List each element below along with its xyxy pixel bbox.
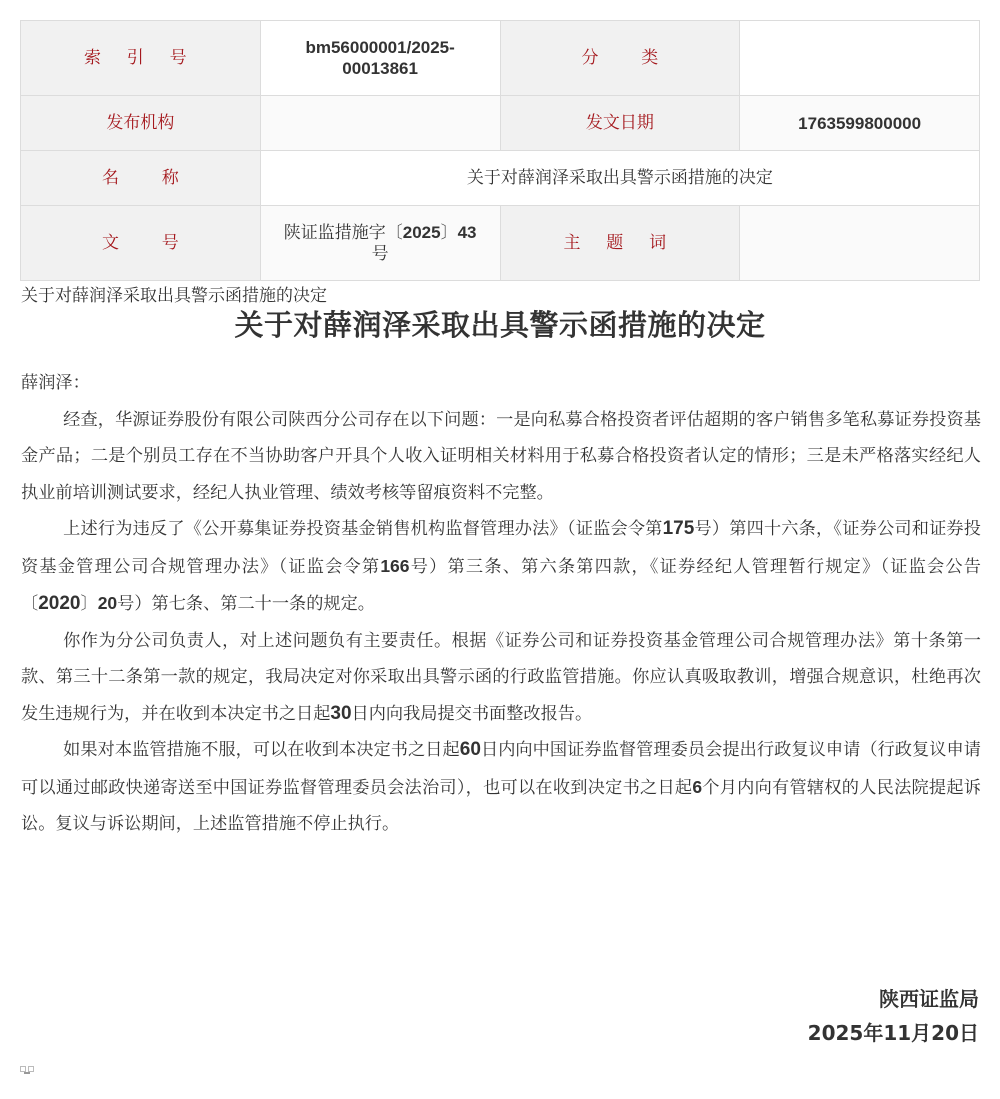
number-span: 2020	[38, 593, 81, 614]
text-span: 〕	[80, 594, 98, 614]
signature-block	[808, 983, 979, 1051]
text-span: 上述行为违反了《公开募集证券投资基金销售机构监督管理办法》（证监会令第	[63, 519, 663, 539]
meta-row	[21, 96, 980, 151]
text-span: 号）第四十六条，《证券公司和证券投资基金管理公司合规管理办法》（证监会令第	[21, 519, 981, 577]
publisher-value	[260, 96, 500, 151]
number-span: 175	[662, 518, 695, 539]
text-span: 日内向我局提交书面整改报告。	[351, 703, 593, 724]
text-span: 号）第七条、第二十一条的规定。	[117, 594, 375, 614]
publisher-label: 发布机构	[21, 96, 261, 151]
paragraph-violations	[21, 511, 981, 623]
number-span: 20	[97, 593, 118, 613]
number-span: 60	[459, 739, 481, 760]
text-span: 如果对本监管措施不服，可以在收到本决定书之日起	[63, 740, 460, 760]
docno-bracket: 〕	[440, 223, 458, 242]
document-title: 关于对薛润泽采取出具警示函措施的决定	[234, 308, 766, 342]
category-value	[740, 21, 980, 96]
text-span: 号）第三条、第六条第四款，《证券经纪人管理暂行规定》（证监会公告〔	[21, 556, 981, 614]
keywords-label: 主 题 词	[500, 206, 740, 281]
text-span: 个月内向有管辖权的人民法院提起诉讼。复议与诉讼期间，上述监管措施不停止执行。	[21, 777, 981, 834]
name-value: 关于对薛润泽采取出具警示函措施的决定	[260, 151, 979, 206]
paragraph-findings: 经查，华源证券股份有限公司陕西分公司存在以下问题：一是向私募合格投资者评估超期的客户销售多笔私募证券投资基金产品；二是个别员工存在不当协助客户开具个人收入证明相关材料用于私募合格投资者认定的情形；三是未严格落实经纪人执业前培训测试要求，经纪人执业管理、绩效考核等留痕资料不完整。	[21, 409, 981, 503]
document-small-title: 关于对薛润泽采取出具警示函措施的决定	[21, 286, 327, 306]
meta-row	[21, 21, 980, 96]
meta-row	[21, 206, 980, 281]
document-number-label: 文 号	[21, 206, 261, 281]
keywords-value	[740, 206, 980, 281]
index-number-line1: bm56000001/2025-	[305, 38, 455, 57]
issue-date-value: 1763599800000	[740, 96, 980, 151]
salutation: 薛润泽：	[21, 373, 90, 393]
paragraph-appeal	[21, 732, 981, 843]
number-span: 6	[692, 776, 703, 797]
text-span: 你作为分公司负责人，对上述问题负有主要责任。根据《证券公司和证券投资基金管理公司合规管理办法》第十条第一款、第三十二条第一款的规定，我局决定对你采取出具警示函的行政监管措施。你应认真吸取教训，增强合规意识，杜绝再次发生违规行为，并在收到本决定书之日起	[21, 630, 981, 724]
docno-prefix: 陕证监措施字〔	[283, 223, 403, 242]
index-number-label: 索 引 号	[21, 21, 261, 96]
category-label: 分 类	[500, 21, 740, 96]
signature-date: 2025年11月20日	[807, 1021, 979, 1045]
issue-date-label: 发文日期	[500, 96, 740, 151]
docno-suffix: 号	[371, 244, 389, 263]
paragraph-responsibility	[21, 623, 981, 733]
docno-number: 43	[457, 223, 477, 242]
document-number-value	[260, 206, 500, 281]
index-number-value	[260, 21, 500, 96]
meta-row	[21, 151, 980, 206]
number-span: 166	[380, 555, 410, 576]
docno-year: 2025	[402, 223, 441, 242]
broken-image-icon	[20, 1066, 34, 1074]
document-metadata-table	[20, 20, 980, 281]
document-body	[21, 365, 981, 843]
index-number-line2: 00013861	[342, 59, 418, 78]
text-span: 日内向中国证券监督管理委员会提出行政复议申请（行政复议申请可以通过邮政快递寄送至中国证券监督管理委员会法治司），也可以在收到决定书之日起	[21, 740, 981, 798]
number-span: 30	[330, 702, 352, 724]
signature-organization: 陕西证监局	[879, 987, 979, 1011]
name-label: 名 称	[21, 151, 261, 206]
